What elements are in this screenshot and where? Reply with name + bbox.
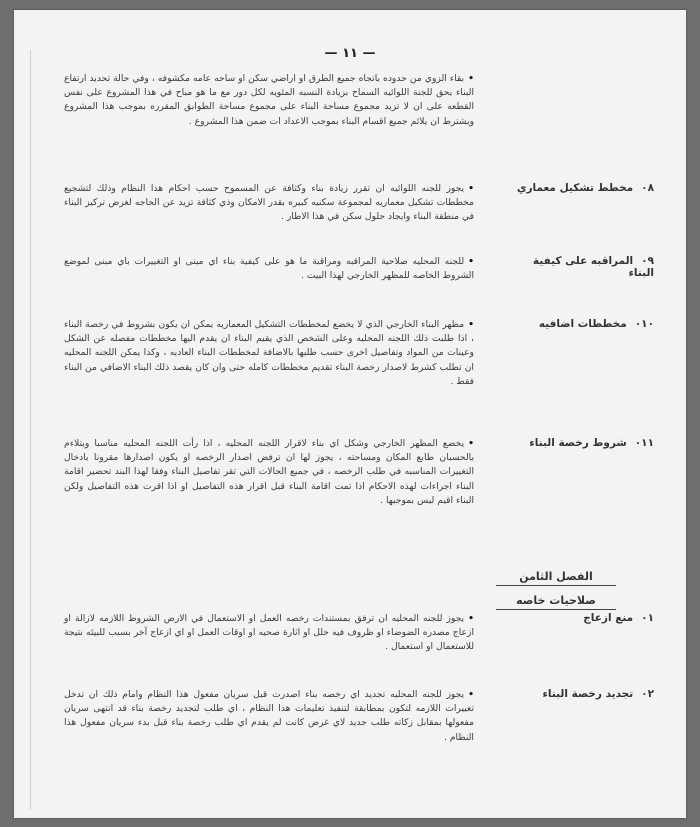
section-text: •يجوز للجنه المحليه تجديد اي رخصه بناء اصدرت قبل سريان مفعول هذا النظام وامام ذلك ان تدخل تغييرات اللازمه لتكون بمطابقة لتنفيذ تعليمات هذا النظام ، اي طلب لتجديد رخصة بناء قد انتهى سريان مفعولها بمقابل زكاته طلب جديد لاي غرض كانت لم يقدم اي طلب رخصة بناء قبل بدء سريان مفعول هذا النظام . [64, 689, 474, 743]
section-text: •مظهر البناء الخارجي الذي لا يخضع لمخططات التشكيل المعماريه يمكن ان يكون بشروط في رخصة البناء ، اذا طلبت ذلك اللجنه المحليه وعلى الشخص الذي يقيم البناء ان يقدم اليها مخططات مفصله عن الشكل وعينات من المواد وتفاصيل اخرى حسب طلبها بالاضافة لمخططات البناء العاديه ، وكذا يمكن اللجنه المحليه ان تطلب كشرط لاصدار رخصة البناء تقديم مخططات كامله حتى وان كان يقصد ذلك البناء الاضافي من البناء فقط . [64, 319, 474, 387]
section-heading: ٠٩المراقبه على كيفية البناء [532, 255, 654, 279]
page-number: — ١١ — [324, 46, 376, 61]
section-text: •يخضع المظهر الخارجي وشكل اي بناء لاقرار اللجنه المحليه ، اذا رأت اللجنه المحليه مناسبا ويتلاءم بالحسبان طابع المكان ومساحته ، يجوز لها ان ترفض اصدار الرخصه او يكون اصدارها مقرونا بادخال التغييرات المناسبه في طلب الرخصه ، في جميع الحالات التي تقر تفاصيل البناء وفقا لهذا البند تحضير اقامة البناء اجراءات لهذه الاحكام اذا تمت اقامة البناء قبل اقرار هذه التفاصيل او اذا اقرت هذه التفاصيل ولكن البناء اقيم ليس بموجبها . [64, 438, 474, 506]
section-heading: ٠١٠مخططات اضافيه [538, 318, 654, 330]
section-text: •بقاء الزوي من حدوده باتجاه جميع الطرق او اراضي سكن او ساحه عامه مكشوفه ، وفي حالة تحديد ارتفاع البناء يحق للجنة اللوائيه السماح بزيادة النسبه المئويه لكل دور مع ما هو مباح في هذا المشروع على نفس القطعه على ان لا تزيد مجموع مساحة البناء على مجموع مساحة الطوابق المقرره بموجب هذا المشروع ويشترط ان يلائم جميع اقسام البناء بموجب الاعداد ات ضمن هذا المشروع . [64, 73, 474, 127]
section-heading: ٠١١شروط رخصة البناء [529, 437, 654, 449]
section-heading: ٠٢تجديد رخصة البناء [542, 688, 654, 700]
chapter-heading [496, 570, 616, 610]
section-heading: ٠٨مخطط تشكيل معماري [516, 182, 654, 194]
section-text: •يجوز للجنه المحليه ان ترفق بمستندات رخصه العمل او الاستعمال في الارض الشروط اللازمه لازالة او ازعاج مصدره الضوضاء او ظروف فيه خلل او اثارة صحيه او اوقات العمل او اي ازعاج آخر بسبب للبيئه نتيجة للاستعمال او استعمال . [64, 613, 474, 653]
chapter-title: الفصل الثامن [496, 570, 616, 586]
chapter-subtitle: صلاحيات خاصه [496, 594, 616, 610]
section-heading: ٠١منع ازعاج [583, 612, 654, 624]
section-text: •للجنه المحليه صلاحية المراقبه ومراقبة ما هو على كيفية بناء اي مبنى او التغييرات باي مبنى لموضع الشروط الخاصه للمظهر الخارجي لهذا البيت . [64, 256, 474, 282]
document-page [14, 10, 686, 818]
section-text: •يجوز للجنه اللوائيه ان تقرر زيادة بناء وكثافة عن المسموح حسب احكام هذا النظام وذلك لتشجيع مخططات تشكيل معماريه لمجموعة سكنيه كبيره بقدر الامكان وذي كثافة تزيد عن الحاجه لغرض تركيز البناء في منطقة البناء وايجاد حلول سكن في هذا الاطار . [64, 183, 474, 223]
binding-shadow [30, 50, 31, 810]
